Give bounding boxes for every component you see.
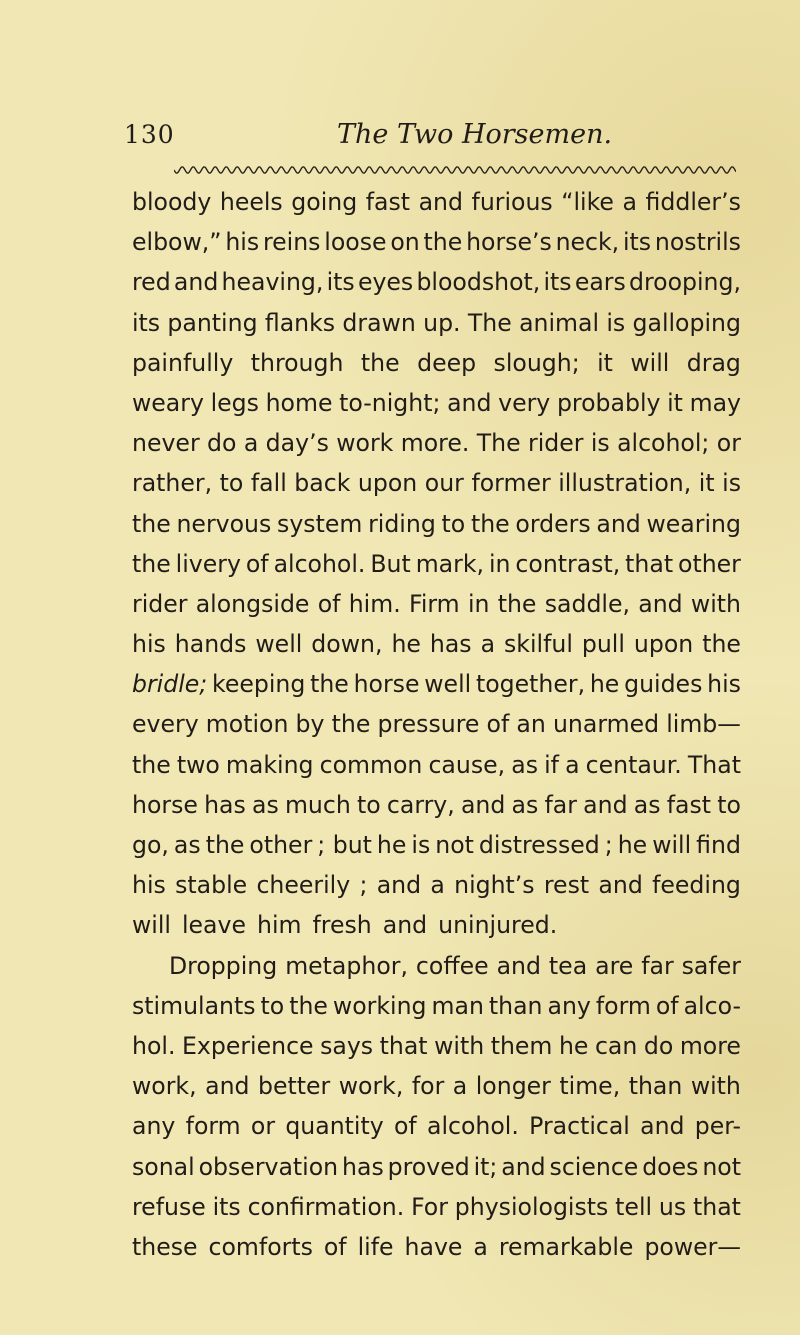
word: of [393, 1112, 417, 1141]
word: system [277, 509, 363, 538]
word: to [717, 790, 741, 819]
word: do [207, 429, 237, 458]
word: weary [132, 388, 204, 417]
word: confirmation. [247, 1192, 405, 1221]
word: livery [175, 549, 241, 578]
word: animal [519, 308, 600, 337]
word: every [132, 710, 199, 739]
word: rather, [132, 469, 213, 498]
word: to [357, 790, 381, 819]
word: pull [581, 630, 625, 659]
text-line [132, 905, 741, 945]
page-number: 130 [124, 120, 175, 149]
text-line [132, 544, 741, 584]
word: hands [174, 630, 247, 659]
word: work, [132, 1072, 197, 1101]
word: orders [515, 509, 591, 538]
word: the [360, 348, 400, 377]
word: do [643, 1031, 674, 1060]
word: physiologists [454, 1192, 609, 1221]
word: for [411, 1072, 445, 1101]
word: proved [387, 1152, 470, 1181]
word: horse’s [466, 228, 552, 257]
word: Dropping [169, 951, 278, 980]
word: nervous [176, 509, 272, 538]
word: The [467, 308, 512, 337]
word: he [376, 831, 407, 859]
word: he [589, 670, 620, 699]
word: man [431, 991, 484, 1020]
text-line [132, 1147, 741, 1187]
word: red [132, 268, 171, 297]
word: tea [548, 951, 588, 980]
word: other [678, 549, 741, 578]
word: observation [198, 1152, 339, 1181]
word: or [250, 1112, 276, 1141]
word: leave [181, 911, 246, 940]
word: flanks [264, 308, 336, 337]
word: form [595, 991, 651, 1020]
word: its [623, 228, 652, 257]
word: a [452, 1072, 468, 1101]
word: go, [132, 831, 169, 859]
word: as [511, 790, 539, 819]
word: common [319, 750, 423, 779]
word: longer [475, 1072, 551, 1101]
word: hol. [132, 1031, 176, 1060]
word: eyes [357, 268, 414, 297]
word: pressure [377, 710, 480, 739]
word: uninjured. [438, 911, 558, 940]
text-line [132, 704, 741, 744]
word: better [258, 1072, 331, 1101]
text-line [132, 946, 741, 986]
word: says [320, 1031, 374, 1060]
body-text [132, 182, 741, 1267]
word: comforts [208, 1232, 313, 1261]
word: night’s [454, 871, 535, 900]
word: rider [132, 589, 188, 618]
word: more [679, 1031, 741, 1060]
word: fiddler’s [645, 188, 741, 216]
word: with [690, 589, 741, 618]
word: coffee [415, 951, 489, 980]
word: reins [262, 228, 321, 257]
word: his [225, 228, 260, 257]
word: upon [357, 469, 418, 498]
text-line [132, 303, 741, 343]
word: skilful [504, 630, 573, 659]
word: sonal [132, 1152, 195, 1181]
word: illustration, [558, 469, 692, 498]
word: two [176, 750, 220, 779]
word: these [132, 1232, 198, 1261]
word: will [652, 831, 692, 859]
word: “like [561, 188, 614, 216]
word: alco- [683, 991, 741, 1020]
word: and [460, 790, 506, 819]
word: in [467, 589, 490, 618]
word: deep [417, 348, 477, 377]
word: him [256, 911, 302, 940]
word: limb— [666, 710, 741, 739]
word: has [342, 1152, 384, 1181]
word: neck, [555, 228, 620, 257]
word: horse [132, 790, 198, 819]
word: drooping, [629, 268, 741, 297]
ornamental-rule [174, 164, 736, 176]
word: to [219, 469, 244, 498]
word: its [326, 268, 355, 297]
word: a [430, 871, 445, 900]
text-line [132, 262, 741, 302]
word: quantity [285, 1112, 384, 1141]
word: of [245, 549, 269, 578]
word: motion [205, 710, 289, 739]
text-line [132, 343, 741, 383]
word: ; [359, 871, 368, 900]
word: bridle; [132, 670, 208, 699]
word: and [501, 1152, 546, 1181]
word: going [291, 188, 358, 216]
word: nostrils [654, 228, 741, 257]
word: remarkable [498, 1232, 634, 1261]
word: him. [348, 589, 401, 618]
text-line [132, 1187, 741, 1227]
word: ears [574, 268, 626, 297]
word: on [390, 228, 420, 257]
text-line [132, 1066, 741, 1106]
word: life [357, 1232, 394, 1261]
word: is [606, 308, 626, 337]
word: The [476, 429, 521, 458]
word: keeping [212, 670, 306, 699]
word: far [641, 951, 674, 980]
word: alcohol; [617, 429, 710, 458]
word: the [331, 710, 371, 739]
text-line [132, 1227, 741, 1267]
word: than [628, 1072, 683, 1101]
word: well [255, 630, 303, 659]
text-line [132, 745, 741, 785]
word: form [185, 1112, 241, 1141]
word: can [594, 1031, 638, 1060]
word: more. [400, 429, 470, 458]
word: rider [528, 429, 584, 458]
word: former [471, 469, 551, 498]
word: as [173, 831, 201, 859]
word: that [693, 1192, 741, 1221]
text-line [132, 825, 741, 865]
word: not [435, 831, 474, 859]
word: safer [681, 951, 741, 980]
word: saddle, [544, 589, 630, 618]
word: it; [473, 1152, 498, 1181]
word: cause, [428, 750, 506, 779]
word: has [429, 630, 472, 659]
word: guides [624, 670, 703, 699]
word: the [310, 670, 349, 699]
word: bloody [132, 188, 212, 216]
word: fast [666, 790, 711, 819]
word: centaur. [585, 750, 682, 779]
word: the [423, 228, 463, 257]
word: that [379, 1031, 428, 1060]
word: are [595, 951, 634, 980]
word: it [597, 348, 613, 377]
word: of [317, 589, 341, 618]
word: and [596, 509, 641, 538]
text-line [132, 624, 741, 664]
word: day’s [265, 429, 329, 458]
word: That [687, 750, 741, 779]
word: in [488, 549, 511, 578]
word: probably [556, 388, 661, 417]
word: its [132, 308, 161, 337]
word: us [658, 1192, 687, 1221]
text-line [132, 222, 741, 262]
word: drag [686, 348, 741, 377]
word: find [696, 831, 741, 859]
text-line [132, 182, 741, 222]
text-line [132, 664, 741, 704]
word: and [638, 589, 683, 618]
word: But [370, 549, 411, 578]
word: far [544, 790, 577, 819]
word: alongside [195, 589, 310, 618]
word: any [132, 1112, 176, 1141]
word: the [132, 509, 171, 538]
word: he [391, 630, 421, 659]
word: a [480, 630, 496, 659]
word: is [411, 831, 431, 859]
word: it [667, 388, 683, 417]
word: if [544, 750, 559, 779]
word: the [132, 549, 171, 578]
word: working [332, 991, 427, 1020]
word: mark, [415, 549, 485, 578]
word: wearing [646, 509, 741, 538]
word: with [434, 1031, 485, 1060]
word: up. [423, 308, 461, 337]
word: alcohol. [273, 549, 366, 578]
word: an [516, 710, 546, 739]
word: unarmed [552, 710, 660, 739]
word: as [511, 750, 539, 779]
word: never [132, 429, 200, 458]
running-title: The Two Horsemen. [337, 119, 613, 150]
word: the [205, 831, 245, 859]
text-line [132, 785, 741, 825]
text-line [132, 1026, 741, 1066]
word: and [173, 268, 219, 297]
word: For [411, 1192, 448, 1221]
word: furious [471, 188, 553, 216]
word: than [488, 991, 543, 1020]
word: or [716, 429, 741, 458]
word: much [284, 790, 351, 819]
word: does [642, 1152, 699, 1181]
word: as [633, 790, 661, 819]
word: may [689, 388, 741, 417]
word: with [690, 1072, 741, 1101]
word: time, [559, 1072, 621, 1101]
word: it [698, 469, 715, 498]
word: carry, [386, 790, 455, 819]
word: the [289, 991, 328, 1020]
text-line [132, 865, 741, 905]
word: the [470, 509, 510, 538]
word: will [630, 348, 670, 377]
word: cheerily [256, 871, 351, 900]
text-line [132, 1106, 741, 1146]
word: slough; [493, 348, 580, 377]
word: work [336, 429, 394, 458]
word: he [617, 831, 648, 859]
word: power— [644, 1232, 741, 1261]
word: and [598, 871, 643, 900]
word: its [543, 268, 572, 297]
text-line [132, 423, 741, 463]
word: well [424, 670, 472, 699]
word: he [558, 1031, 589, 1060]
word: work, [338, 1072, 404, 1101]
word: Practical [529, 1112, 630, 1141]
word: horse [353, 670, 420, 699]
word: the [702, 630, 741, 659]
word: galloping [632, 308, 741, 337]
word: legs [210, 388, 259, 417]
word: and [418, 188, 463, 216]
text-line [132, 504, 741, 544]
word: his [132, 630, 166, 659]
word: not [702, 1152, 741, 1181]
word: ; but [317, 831, 372, 859]
word: a [473, 1232, 488, 1261]
word: Experience [181, 1031, 314, 1060]
word: the [497, 589, 537, 618]
word: as [252, 790, 279, 819]
text-line [132, 383, 741, 423]
word: its [212, 1192, 241, 1221]
text-line [132, 584, 741, 624]
word: science [549, 1152, 639, 1181]
word: tell [615, 1192, 653, 1221]
word: contrast, [515, 549, 621, 578]
word: very [498, 388, 551, 417]
word: of [655, 991, 679, 1020]
word: stable [175, 871, 248, 900]
page-header [124, 118, 744, 158]
word: alcohol. [426, 1112, 519, 1141]
word: and [583, 790, 628, 819]
word: making [225, 750, 314, 779]
word: refuse [132, 1192, 206, 1221]
word: fast [365, 188, 411, 216]
word: fall [250, 469, 287, 498]
word: panting [167, 308, 258, 337]
word: our [424, 469, 464, 498]
word: through [250, 348, 344, 377]
word: and [640, 1112, 685, 1141]
word: a [243, 429, 259, 458]
word: a [622, 188, 637, 216]
word: to-night; [339, 388, 441, 417]
word: other [249, 831, 313, 859]
word: elbow,” [132, 228, 222, 257]
word: metaphor, [285, 951, 408, 980]
word: painfully [132, 348, 234, 377]
word: bloodshot, [416, 268, 541, 297]
word: distressed [478, 831, 600, 859]
word: them [490, 1031, 553, 1060]
word: heels [219, 188, 283, 216]
word: Firm [408, 589, 460, 618]
word: feeding [652, 871, 741, 900]
word: and [382, 911, 428, 940]
word: together, [475, 670, 586, 699]
word: his [707, 670, 741, 699]
word: ; [604, 831, 613, 859]
word: is [590, 429, 610, 458]
word: to [260, 991, 285, 1020]
word: a [565, 750, 580, 779]
word: home [265, 388, 333, 417]
word: of [323, 1232, 347, 1261]
word: his [132, 871, 166, 900]
word: back [294, 469, 351, 498]
word: and [205, 1072, 250, 1101]
text-line [132, 986, 741, 1026]
word: that [625, 549, 674, 578]
text-line [132, 463, 741, 503]
word: have [404, 1232, 463, 1261]
word: loose [324, 228, 387, 257]
word: any [547, 991, 591, 1020]
word: rest [543, 871, 590, 900]
word: fresh [312, 911, 372, 940]
word: down, [311, 630, 383, 659]
word: and [496, 951, 541, 980]
word: and [376, 871, 422, 900]
word: of [486, 710, 510, 739]
word: drawn [342, 308, 416, 337]
word: the [132, 750, 171, 779]
word: will [132, 911, 171, 940]
word: has [204, 790, 246, 819]
word: riding [368, 509, 436, 538]
word: heaving, [221, 268, 324, 297]
word: by [295, 710, 325, 739]
word: upon [633, 630, 694, 659]
word: to [441, 509, 466, 538]
word: is [722, 469, 741, 498]
word: and [447, 388, 492, 417]
word: stimulants [132, 991, 256, 1020]
word: per- [694, 1112, 741, 1141]
